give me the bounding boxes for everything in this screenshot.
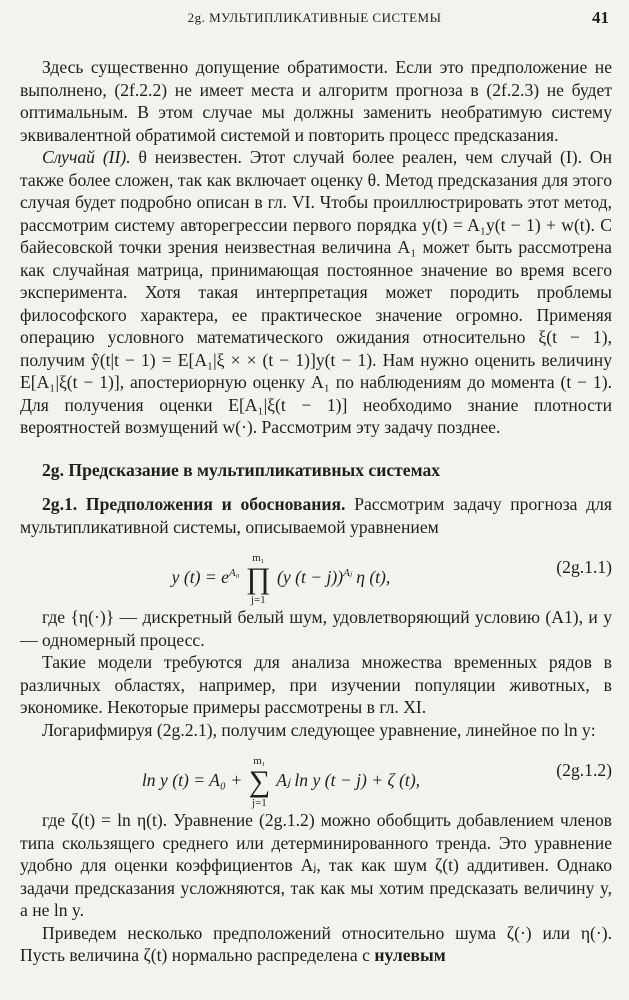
equation-body — [20, 755, 542, 809]
eq2-rhs: Aⱼ ln y (t − j) + ζ (t), — [276, 770, 421, 791]
product-symbol: ∏ — [245, 562, 271, 595]
paragraph-assumptions — [20, 493, 612, 538]
page-body — [20, 56, 612, 967]
paragraph-noise-assumptions — [20, 922, 612, 967]
eq2-lhs: ln y (t) = A₀ + — [141, 770, 243, 791]
sum-lower-limit: j=1 — [252, 797, 267, 809]
noise-text: Приведем несколько предположений относительно шума ζ(·) или η(·). Пусть величина ζ(t) нормально распределена с — [20, 922, 612, 965]
paragraph-models: Такие модели требуются для анализа множества временных рядов в различных областях, например, при изучении популяции животных, в экономике. Некоторые примеры рассмотрены в гл. XI. — [20, 652, 612, 717]
case-label: Случай (II). — [42, 147, 131, 167]
sum-symbol: ∑ — [248, 765, 271, 798]
paragraph-logarithm: Логарифмируя (2g.2.1), получим следующее уравнение, линейное по ln y: — [42, 719, 596, 740]
eq1-exp: A₀ — [228, 567, 240, 580]
paragraph-white-noise: где {η(·)} — дискретный белый шум, удовлетворяющий условию (A1), и y — одномерный процесс. — [20, 607, 612, 650]
eq1-body: (y (t − j)) — [277, 567, 344, 588]
eq1-body-exp: Aⱼ — [343, 567, 352, 580]
equation-2g-1-1 — [20, 544, 612, 606]
assumptions-text: Рассмотрим задачу прогноза для мультипликативной системы, описываемой уравнением — [20, 494, 612, 537]
eq1-tail: η (t), — [356, 567, 391, 588]
equation-2g-1-2 — [20, 747, 612, 809]
sum-operator — [249, 755, 270, 809]
page-number: 41 — [592, 8, 609, 27]
paragraph-invertibility: Здесь существенно допущение обратимости. Если это предположение не выполнено, (2f.2.2) не имеет места и алгоритм прогноза в (2f.2.3) не будет оптимальным. В этом случае мы должны заменить необратимую систему эквивалентной обратимой системой и повторить процесс предсказания. — [20, 57, 612, 145]
prod-upper-limit: m₁ — [252, 552, 265, 564]
equation-body — [20, 552, 542, 606]
page-header — [0, 10, 629, 34]
equation-number: (2g.1.2) — [556, 760, 612, 780]
product-operator — [246, 552, 271, 606]
equation-number: (2g.1.1) — [556, 557, 612, 577]
noise-bold-tail: нулевым — [374, 945, 446, 965]
subsection-lead: 2g.1. Предположения и обоснования. — [42, 494, 346, 514]
section-heading: 2g. Предсказание в мультипликативных системах — [42, 459, 441, 480]
sum-upper-limit: m₁ — [253, 755, 266, 767]
running-title: 2g. МУЛЬТИПЛИКАТИВНЫЕ СИСТЕМЫ — [187, 10, 442, 25]
paragraph-generalization: где ζ(t) = ln η(t). Уравнение (2g.1.2) можно обобщить добавлением членов типа скользящего среднего или детерминированного тренда. Это уравнение удобно для оценки коэффициентов Aⱼ, так как шум ζ(t) аддитивен. Однако задачи предсказания усложняются, так как мы хотим предсказать величину y, а не ln y. — [20, 810, 612, 920]
case-two-text: θ неизвестен. Этот случай более реален, чем случай (I). Он также более сложен, так как включает оценку θ. Метод предсказания для этого случая будет подробно описан в гл. VI. Чтобы проиллюстрировать этот метод, рассмотрим систему авторегрессии первого порядка y(t) = A₁y(t − 1) + w(t). С байесовской точки зрения неизвестная величина A₁ может быть рассмотрена как случайная матрица, принимающая постоянное значение во время всего эксперимента. Хотя такая интерпретация может породить проблемы философского характера, ее практическое значение огромно. Применяя операцию условного математического ожидания относительно ξ(t − 1), получим ŷ(t|t − 1) = E[A₁|ξ × × (t − 1)]y(t − 1). Нам нужно оценить величину E[A₁|ξ(t − 1)], апостериорную оценку A₁ по наблюдениям до момента (t − 1). Для получения оценки E[A₁|ξ(t − 1)] необходимо знание плотности вероятностей возмущений w(·). Рассмотрим эту задачу позднее. — [20, 147, 612, 437]
eq1-lhs: y (t) = e — [171, 567, 229, 588]
prod-lower-limit: j=1 — [250, 594, 266, 606]
paragraph-case-two — [20, 146, 612, 439]
